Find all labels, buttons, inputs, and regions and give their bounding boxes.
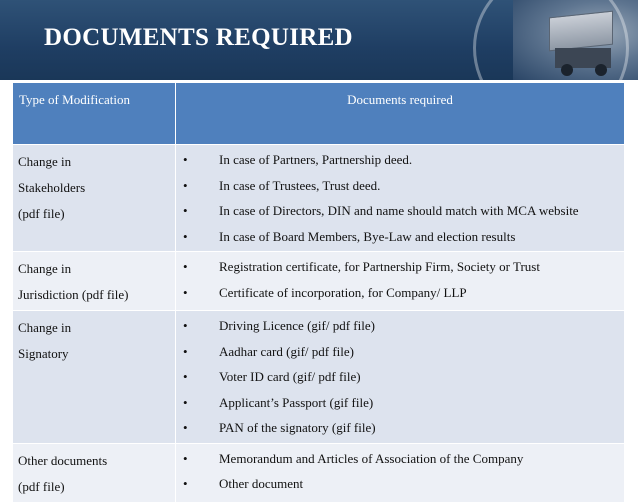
modification-type-line: Jurisdiction (pdf file)	[18, 287, 129, 302]
modification-type-line: (pdf file)	[18, 478, 65, 494]
bullet-icon: •	[183, 369, 188, 384]
modification-type-line: Signatory	[18, 346, 69, 361]
bullet-icon: •	[183, 228, 188, 244]
document-text: Registration certificate, for Partnership Firm, Society or Trust	[219, 259, 540, 274]
table-row	[13, 311, 625, 444]
modification-type-line: Other documents	[18, 452, 108, 468]
table-row	[13, 443, 625, 502]
table-row	[13, 145, 625, 252]
forklift-wheel	[561, 64, 573, 76]
document-text: Voter ID card (gif/ pdf file)	[219, 369, 361, 384]
table-header-row	[13, 83, 625, 145]
list-item	[181, 313, 619, 339]
column-header-documents: Documents required	[176, 83, 625, 145]
documents-list	[181, 446, 619, 497]
modification-type-cell	[13, 252, 176, 311]
bullet-icon: •	[183, 394, 188, 410]
slide-title: DOCUMENTS REQUIRED	[44, 24, 353, 51]
list-item	[181, 280, 619, 306]
slide-header	[0, 0, 638, 80]
list-item	[181, 339, 619, 365]
list-item	[181, 198, 619, 224]
documents-list	[181, 147, 619, 249]
documents-table	[12, 82, 625, 503]
modification-type-line: (pdf file)	[18, 206, 65, 221]
bullet-icon: •	[183, 152, 188, 167]
document-text: In case of Trustees, Trust deed.	[219, 177, 381, 193]
document-text: In case of Directors, DIN and name should match with MCA website	[219, 203, 579, 218]
modification-type-line: Stakeholders	[18, 180, 86, 195]
document-text: Memorandum and Articles of Association of the Company	[219, 450, 524, 466]
bullet-icon: •	[183, 259, 188, 274]
list-item	[181, 147, 619, 173]
document-text: Applicant’s Passport (gif file)	[219, 394, 374, 410]
document-text: In case of Board Members, Bye-Law and election results	[219, 228, 516, 244]
bullet-icon: •	[183, 203, 188, 218]
list-item	[181, 471, 619, 497]
document-text: Driving Licence (gif/ pdf file)	[219, 318, 375, 333]
bullet-icon: •	[183, 284, 188, 300]
documents-list	[181, 313, 619, 441]
document-text: Other document	[219, 476, 304, 491]
list-item	[181, 446, 619, 472]
documents-cell	[176, 145, 625, 252]
list-item	[181, 415, 619, 441]
document-text: In case of Partners, Partnership deed.	[219, 152, 413, 167]
list-item	[181, 390, 619, 416]
list-item	[181, 364, 619, 390]
bullet-icon: •	[183, 476, 188, 491]
documents-cell	[176, 252, 625, 311]
document-text: Aadhar card (gif/ pdf file)	[219, 343, 354, 359]
modification-type-line: Change in	[18, 261, 72, 276]
bullet-icon: •	[183, 318, 188, 333]
documents-cell	[176, 311, 625, 444]
list-item	[181, 254, 619, 280]
bullet-icon: •	[183, 177, 188, 193]
list-item	[181, 224, 619, 250]
bullet-icon: •	[183, 420, 188, 435]
document-text: Certificate of incorporation, for Company/ LLP	[219, 284, 467, 300]
modification-type-line: Change in	[18, 320, 72, 335]
modification-type-cell	[13, 443, 176, 502]
documents-cell	[176, 443, 625, 502]
bullet-icon: •	[183, 450, 188, 466]
table-body	[13, 145, 625, 503]
modification-type-cell	[13, 311, 176, 444]
document-text: PAN of the signatory (gif file)	[219, 420, 376, 435]
modification-type-cell	[13, 145, 176, 252]
list-item	[181, 173, 619, 199]
table-row	[13, 252, 625, 311]
column-header-type: Type of Modification	[13, 83, 176, 145]
shipping-container-shape	[549, 11, 613, 52]
modification-type-line: Change in	[18, 154, 72, 169]
forklift-wheel	[595, 64, 607, 76]
documents-list	[181, 254, 619, 305]
container-forklift-photo	[513, 0, 638, 80]
bullet-icon: •	[183, 343, 188, 359]
